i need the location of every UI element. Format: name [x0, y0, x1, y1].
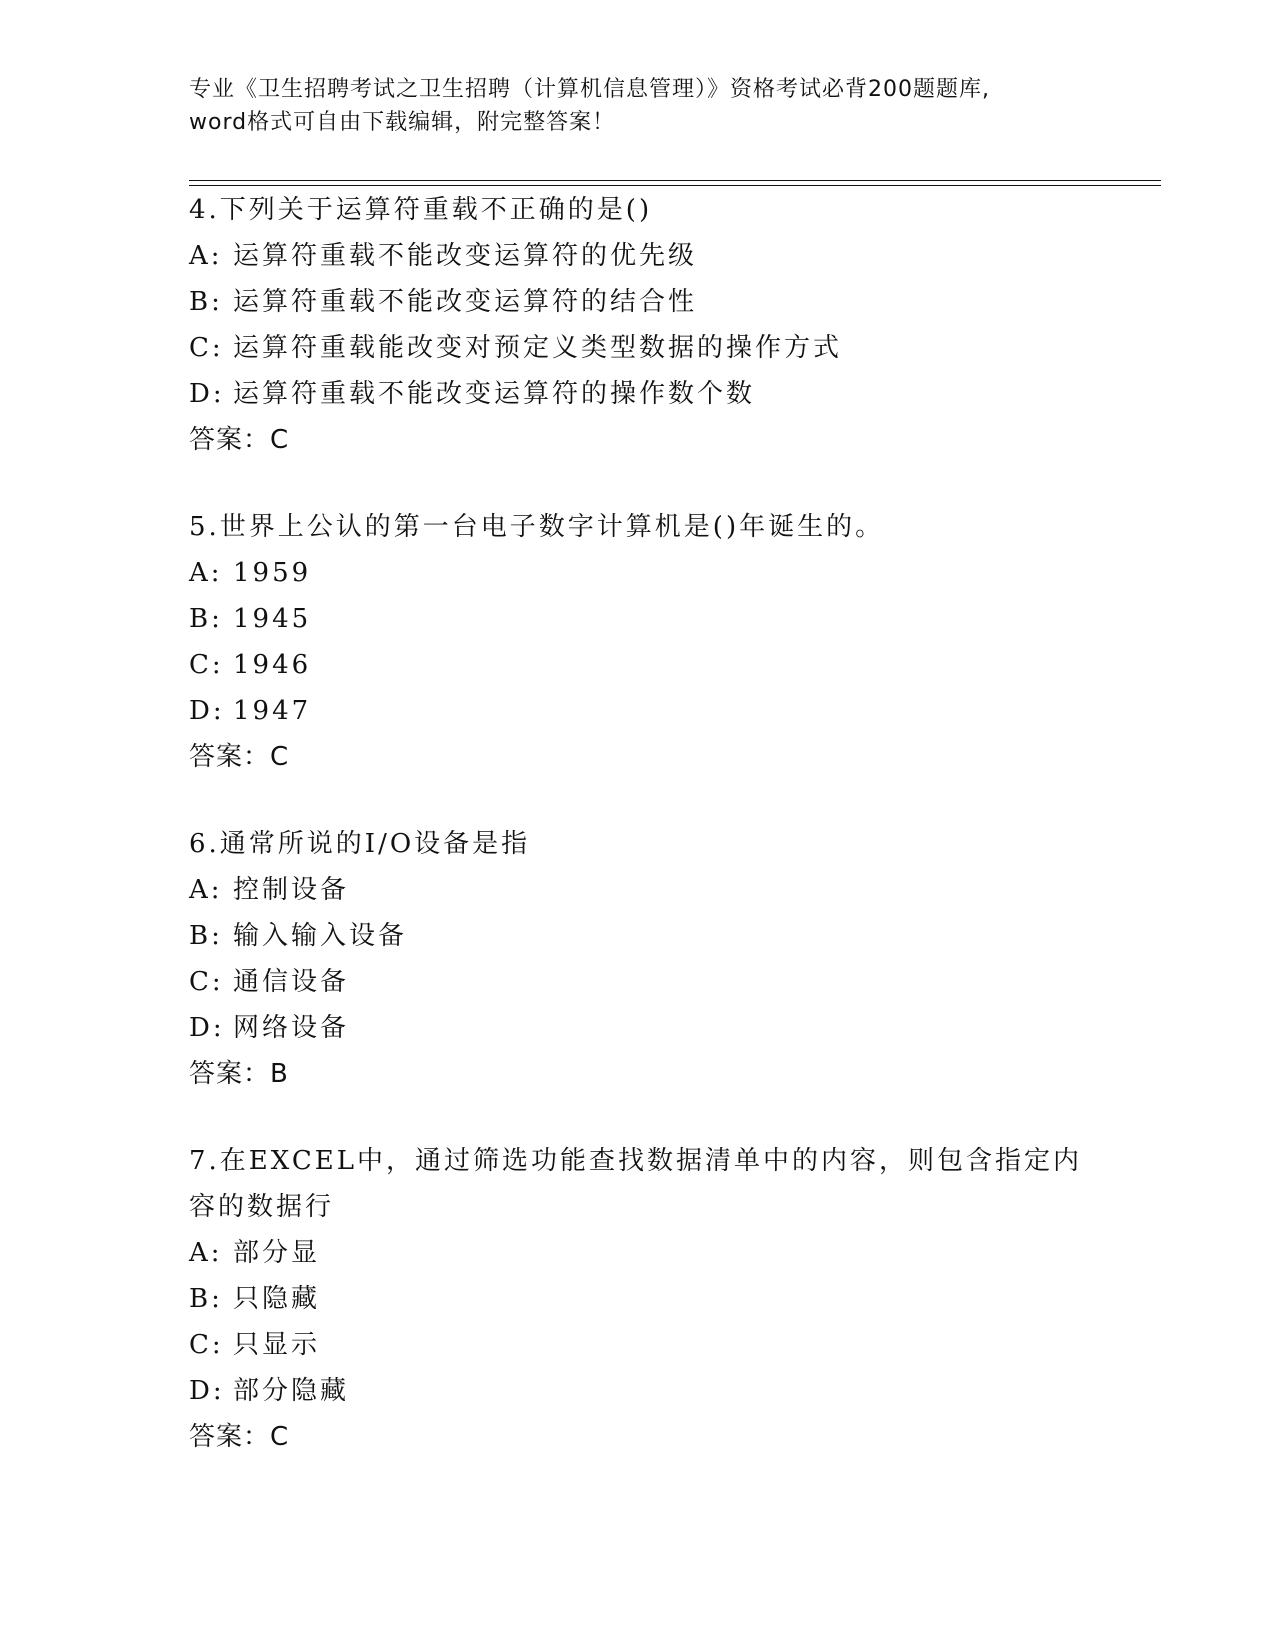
option-c [189, 959, 1089, 1005]
answer-label: 答案：C [189, 1422, 290, 1452]
option-letter: C: [189, 650, 224, 680]
option-b [189, 1276, 1089, 1322]
option-text: 1945 [233, 604, 312, 634]
answer-label: 答案：C [189, 425, 290, 455]
header-divider-top [189, 180, 1161, 181]
question-stem: 4.下列关于运算符重载不正确的是() [189, 195, 653, 225]
option-d [189, 688, 1089, 734]
question-5 [189, 504, 1089, 780]
option-letter: A: [189, 241, 223, 271]
option-a [189, 867, 1089, 913]
option-d [189, 1005, 1089, 1051]
option-text: 运算符重载不能改变运算符的优先级 [233, 241, 698, 271]
option-letter: D: [189, 1376, 225, 1406]
option-c [189, 325, 1089, 371]
option-text: 只显示 [233, 1330, 321, 1360]
option-letter: B: [189, 921, 223, 951]
option-letter: D: [189, 379, 225, 409]
option-a [189, 1230, 1089, 1276]
option-d [189, 371, 1089, 417]
option-a [189, 550, 1089, 596]
option-text: 通信设备 [233, 967, 350, 997]
question-stem: 5.世界上公认的第一台电子数字计算机是()年诞生的。 [189, 512, 885, 542]
option-text: 网络设备 [233, 1013, 350, 1043]
option-text: 部分显 [233, 1238, 321, 1268]
document-header [189, 73, 1089, 139]
question-6 [189, 821, 1089, 1097]
option-c [189, 642, 1089, 688]
option-c [189, 1322, 1089, 1368]
option-text: 控制设备 [233, 875, 350, 905]
option-letter: B: [189, 1284, 223, 1314]
option-letter: D: [189, 696, 225, 726]
option-text: 运算符重载能改变对预定义类型数据的操作方式 [233, 333, 843, 363]
option-b [189, 596, 1089, 642]
option-letter: A: [189, 1238, 223, 1268]
option-d [189, 1368, 1089, 1414]
option-text: 1947 [233, 696, 312, 726]
option-letter: C: [189, 1330, 224, 1360]
option-text: 运算符重载不能改变运算符的结合性 [233, 287, 698, 317]
option-a [189, 233, 1089, 279]
question-stem-line-1: 7.在EXCEL中，通过筛选功能查找数据清单中的内容，则包含指定内 [189, 1146, 1082, 1176]
question-4 [189, 187, 1089, 463]
option-b [189, 913, 1089, 959]
question-stem-line-2: 容的数据行 [189, 1192, 335, 1222]
option-text: 部分隐藏 [233, 1376, 350, 1406]
option-text: 1959 [233, 558, 312, 588]
question-7 [189, 1138, 1089, 1460]
option-letter: A: [189, 558, 223, 588]
option-text: 只隐藏 [233, 1284, 321, 1314]
option-letter: B: [189, 604, 223, 634]
option-letter: C: [189, 967, 224, 997]
option-letter: B: [189, 287, 223, 317]
option-text: 1946 [233, 650, 312, 680]
option-letter: A: [189, 875, 223, 905]
option-b [189, 279, 1089, 325]
header-line-2: word格式可自由下载编辑，附完整答案！ [189, 110, 616, 135]
answer-label: 答案：C [189, 742, 290, 772]
option-text: 输入输入设备 [233, 921, 408, 951]
option-text: 运算符重载不能改变运算符的操作数个数 [233, 379, 756, 409]
header-line-1: 专业《卫生招聘考试之卫生招聘（计算机信息管理）》资格考试必背200题题库, [189, 77, 990, 102]
answer-label: 答案：B [189, 1059, 289, 1089]
header-divider-bottom [189, 185, 1161, 186]
option-letter: C: [189, 333, 224, 363]
option-letter: D: [189, 1013, 225, 1043]
question-stem: 6.通常所说的I/O设备是指 [189, 829, 531, 859]
